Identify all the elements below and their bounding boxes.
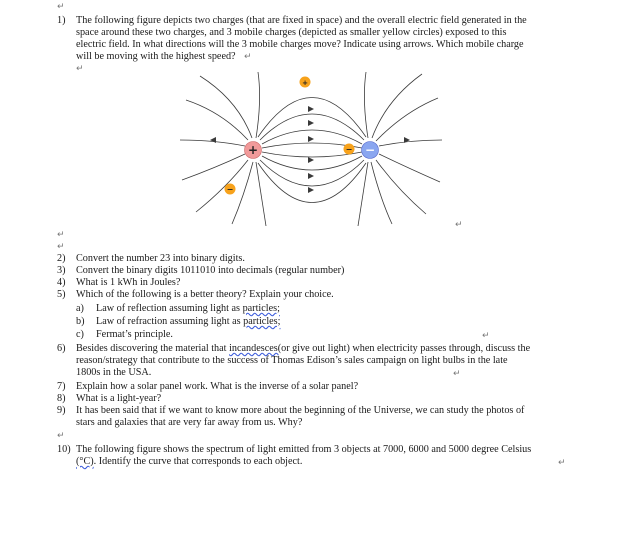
paragraph-mark: ↵: [57, 431, 65, 441]
q8-text: What is a light-year?: [76, 393, 162, 404]
paragraph-mark: ↵: [482, 331, 490, 341]
field-line: [262, 130, 362, 144]
field-line: [371, 162, 392, 224]
q1-line-3: electric field. In what directions will the 3 mobile charges move? Indicate using arrows. Which mobile charge: [76, 39, 524, 50]
field-line: [379, 140, 442, 146]
paragraph-mark: ↵: [455, 220, 463, 230]
field-line: [376, 160, 426, 214]
arrow-icon: [308, 157, 314, 163]
q1-line-4: will be moving with the highest speed?: [76, 51, 236, 62]
q6-number: 6): [57, 343, 66, 354]
field-line: [258, 98, 366, 138]
paragraph-mark: ↵: [558, 458, 566, 468]
q1-line-1: The following figure depicts two charges (that are fixed in space) and the overall electric field generated in the: [76, 15, 527, 26]
q2-text: Convert the number 23 into binary digits.: [76, 253, 245, 264]
field-line: [364, 72, 368, 138]
paragraph-mark: ↵: [57, 2, 65, 12]
q3-text: Convert the binary digits 1011010 into decimals (regular number): [76, 265, 345, 276]
field-line: [200, 76, 252, 138]
q8-number: 8): [57, 393, 66, 404]
q1-number: 1): [57, 15, 66, 26]
q7-number: 7): [57, 381, 66, 392]
paragraph-mark: ↵: [76, 64, 84, 74]
q5-text: Which of the following is a better theory? Explain your choice.: [76, 289, 334, 300]
q3-number: 3): [57, 265, 66, 276]
paragraph-mark: ↵: [57, 242, 65, 252]
field-line: [182, 154, 245, 180]
paragraph-mark: ↵: [244, 52, 252, 62]
mobile-left-sign: −: [226, 185, 234, 194]
field-line: [262, 156, 362, 170]
q5-option-c-letter: c): [76, 329, 84, 340]
q10-number: 10): [57, 444, 71, 455]
q9-line-2: stars and galaxies that are very far away from us. Why?: [76, 417, 303, 428]
field-line: [260, 160, 364, 186]
mobile-top-sign: +: [302, 79, 308, 87]
q5-option-a-letter: a): [76, 303, 84, 314]
q9-line-1: It has been said that if we want to know more about the beginning of the Universe, we can study the photos of: [76, 405, 525, 416]
q10-line-2: (°C). Identify the curve that corresponds to each object.: [76, 456, 303, 467]
q6-line-3: 1800s in the USA.: [76, 367, 152, 378]
q5-number: 5): [57, 289, 66, 300]
q6-line-1: Besides discovering the material that incandesces(or give out light) when electricity passes through, discuss the: [76, 343, 531, 354]
field-line: [256, 72, 260, 138]
field-line: [232, 162, 253, 224]
q2-number: 2): [57, 253, 66, 264]
field-lines: [180, 72, 442, 226]
field-line: [372, 74, 422, 138]
q4-text: What is 1 kWh in Joules?: [76, 277, 181, 288]
field-line: [379, 154, 440, 182]
arrow-icon: [308, 106, 314, 112]
q9-number: 9): [57, 405, 66, 416]
arrow-icon: [308, 136, 314, 142]
q7-text: Explain how a solar panel work. What is the inverse of a solar panel?: [76, 381, 359, 392]
q5-option-b-letter: b): [76, 316, 85, 327]
q5-option-c: Fermat’s principle.: [96, 329, 173, 340]
arrow-icon: [210, 137, 216, 143]
mobile-right-sign: −: [345, 145, 353, 154]
q5-option-b: Law of refraction assuming light as particles;: [96, 316, 281, 327]
q6-line-2: reason/strategy that contribute to the success of Thomas Edison’s sales campaign on light bulbs in the late: [76, 355, 508, 366]
field-line: [186, 100, 248, 140]
negative-sign: −: [364, 143, 376, 157]
arrow-icon: [308, 120, 314, 126]
paragraph-mark: ↵: [453, 369, 461, 379]
field-line: [376, 98, 438, 141]
arrow-icon: [308, 187, 314, 193]
arrow-icon: [308, 173, 314, 179]
paragraph-mark: ↵: [57, 230, 65, 240]
field-line: [258, 163, 366, 203]
q5-option-a: Law of reflection assuming light as particles;: [96, 303, 280, 314]
field-line: [260, 114, 364, 140]
q10-line-1: The following figure shows the spectrum of light emitted from 3 objects at 7000, 6000 and 5000 degree Celsius: [76, 444, 532, 455]
q1-line-2: space around these two charges, and 3 mobile charges (depicted as smaller yellow circles) exposed to this: [76, 27, 507, 38]
q4-number: 4): [57, 277, 66, 288]
field-arrows: [210, 106, 410, 193]
positive-sign: +: [247, 143, 259, 157]
